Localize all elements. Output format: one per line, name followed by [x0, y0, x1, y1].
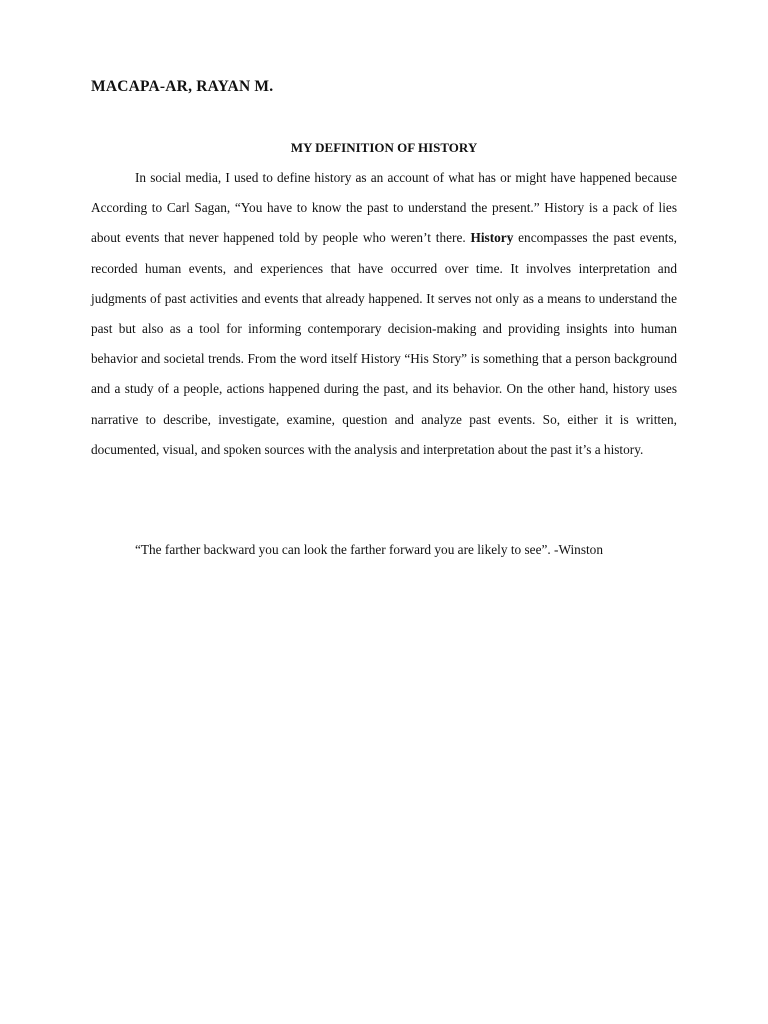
body-paragraph	[91, 163, 677, 465]
bold-term-history: History	[470, 230, 514, 246]
paragraph-text-part2: encompasses the past events, recorded human events, and experiences that have occurred over time. It involves interpretation and judgments of past activities and events that already happened. It serves not only as a means to understand the past but also as a tool for informing contemporary decision-making and providing insights into human behavior and societal trends. From the word itself History “His Story” is something that a person background and a study of a people, actions happened during the past, and its behavior. On the other hand, history uses narrative to describe, investigate, examine, question and analyze past events. So, either it is written, documented, visual, and spoken sources with the analysis and interpretation about the past it’s a history.	[91, 230, 677, 457]
closing-quote: “The farther backward you can look the farther forward you are likely to see”. -Winston	[135, 542, 603, 557]
paragraph-text-part1: In social media, I used to define history as an account of what has or might have happened because According to Carl Sagan, “You have to know the past to understand the present.” History is a pack of lies about events that never happened told by people who weren’t there.	[91, 170, 677, 246]
document-title: MY DEFINITION OF HISTORY	[290, 140, 478, 155]
author-name: MACAPA-AR, RAYAN M.	[91, 78, 274, 95]
